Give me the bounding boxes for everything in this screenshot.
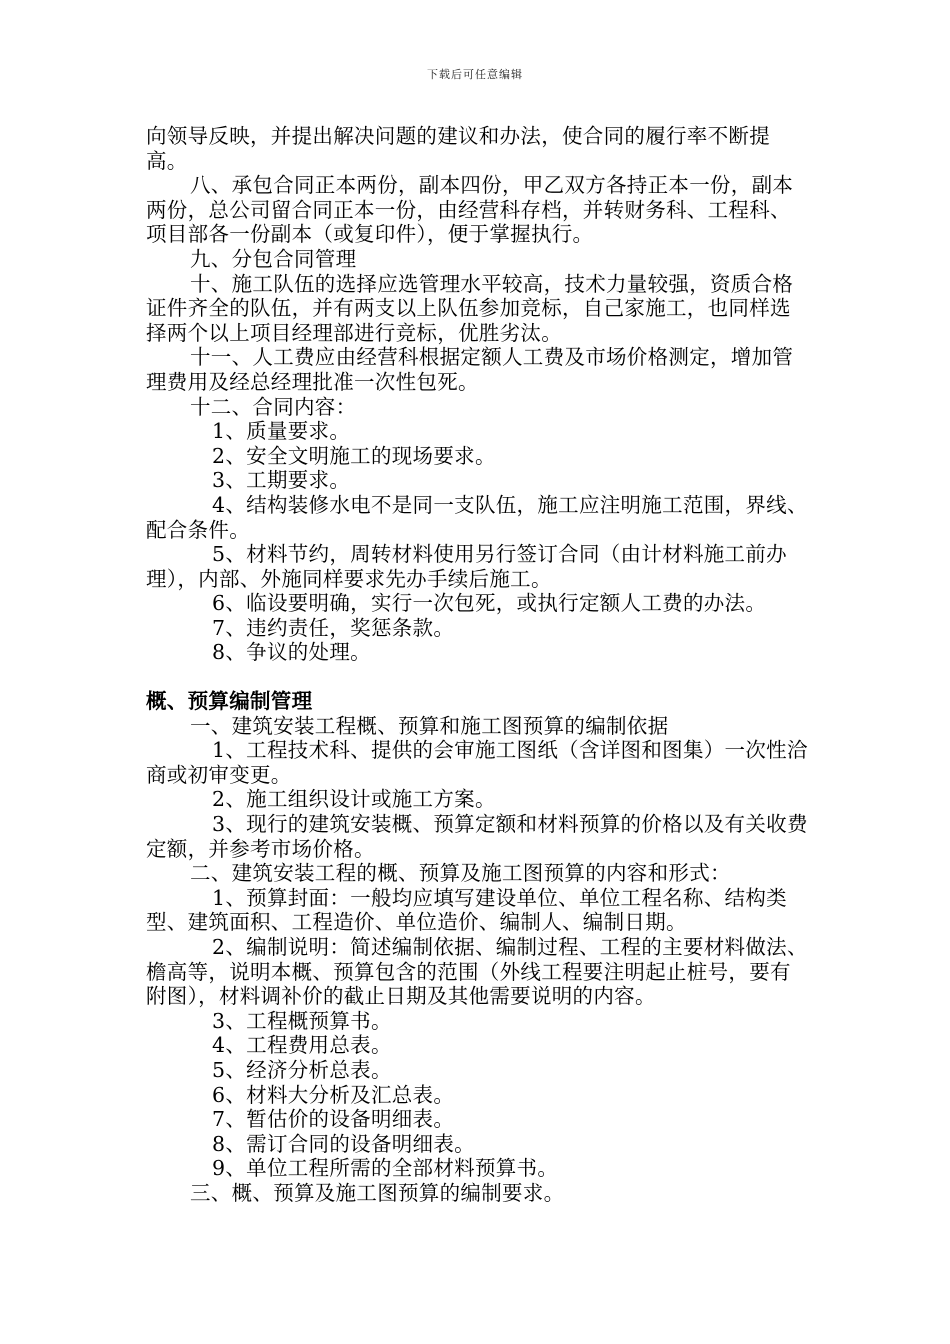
list-item: 3、工期要求。 bbox=[212, 468, 351, 493]
page-header: 下载后可任意编辑 bbox=[427, 68, 523, 81]
list-item: 6、临设要明确，实行一次包死，或执行定额人工费的办法。 bbox=[212, 591, 767, 616]
list-item: 1、工程技术科、提供的会审施工图纸（含详图和图集）一次性洽商或初审变更。 bbox=[146, 738, 808, 787]
list-item: 8、争议的处理。 bbox=[212, 640, 371, 665]
list-item: 3、工程概预算书。 bbox=[212, 1008, 392, 1033]
list-item: 5、材料节约，周转材料使用另行签订合同（由计材料施工前办理），内部、外施同样要求先办手续后施工。 bbox=[146, 542, 787, 591]
section-gap bbox=[146, 665, 808, 689]
paragraph: 十一、人工费应由经营科根据定额人工费及市场价格测定，增加管理费用及经总经理批准一次性包死。 bbox=[146, 345, 794, 394]
list-item: 5、经济分析总表。 bbox=[212, 1057, 392, 1082]
list-item: 1、质量要求。 bbox=[212, 419, 351, 444]
paragraph: 三、概、预算及施工图预算的编制要求。 bbox=[190, 1180, 565, 1205]
paragraph: 二、建筑安装工程的概、预算及施工图预算的内容和形式： bbox=[190, 861, 731, 886]
list-item: 2、施工组织设计或施工方案。 bbox=[212, 787, 496, 812]
paragraph: 十、施工队伍的选择应选管理水平较高，技术力量较强，资质合格证件齐全的队伍，并有两支以上队伍参加竞标，自己家施工，也同样选择两个以上项目经理部进行竞标，优胜劣汰。 bbox=[146, 271, 794, 345]
list-item: 7、暂估价的设备明细表。 bbox=[212, 1107, 455, 1132]
paragraph: 十二、合同内容： bbox=[190, 394, 357, 419]
paragraph: 八、承包合同正本两份，副本四份，甲乙双方各持正本一份，副本两份，总公司留合同正本一份，由经营科存档，并转财务科、工程科、项目部各一份副本（或复印件），便于掌握执行。 bbox=[146, 173, 794, 247]
paragraph: 向领导反映，并提出解决问题的建议和办法，使合同的履行率不断提高。 bbox=[146, 124, 770, 173]
list-item: 9、单位工程所需的全部材料预算书。 bbox=[212, 1156, 559, 1181]
paragraph: 九、分包合同管理 bbox=[190, 246, 357, 271]
section-heading: 概、预算编制管理 bbox=[146, 689, 313, 714]
document-body bbox=[146, 124, 808, 1206]
list-item: 4、工程费用总表。 bbox=[212, 1033, 392, 1058]
list-item: 7、违约责任，奖惩条款。 bbox=[212, 615, 455, 640]
list-item: 8、需订合同的设备明细表。 bbox=[212, 1131, 475, 1156]
list-item: 4、结构装修水电不是同一支队伍，施工应注明施工范围，界线、配合条件。 bbox=[146, 492, 808, 542]
list-item: 3、现行的建筑安装概、预算定额和材料预算的价格以及有关收费定额，并参考市场价格。 bbox=[146, 812, 808, 861]
list-item: 2、编制说明：简述编制依据、编制过程、工程的主要材料做法、檐高等，说明本概、预算包含的范围（外线工程要注明起止桩号，要有附图），材料调补价的截止日期及其他需要说明的内容。 bbox=[146, 935, 808, 1009]
list-item: 2、安全文明施工的现场要求。 bbox=[212, 443, 496, 468]
paragraph: 一、建筑安装工程概、预算和施工图预算的编制依据 bbox=[190, 713, 669, 738]
list-item: 6、材料大分析及汇总表。 bbox=[212, 1082, 455, 1107]
list-item: 1、预算封面：一般均应填写建设单位、单位工程名称、结构类型、建筑面积、工程造价、单位造价、编制人、编制日期。 bbox=[146, 885, 787, 935]
